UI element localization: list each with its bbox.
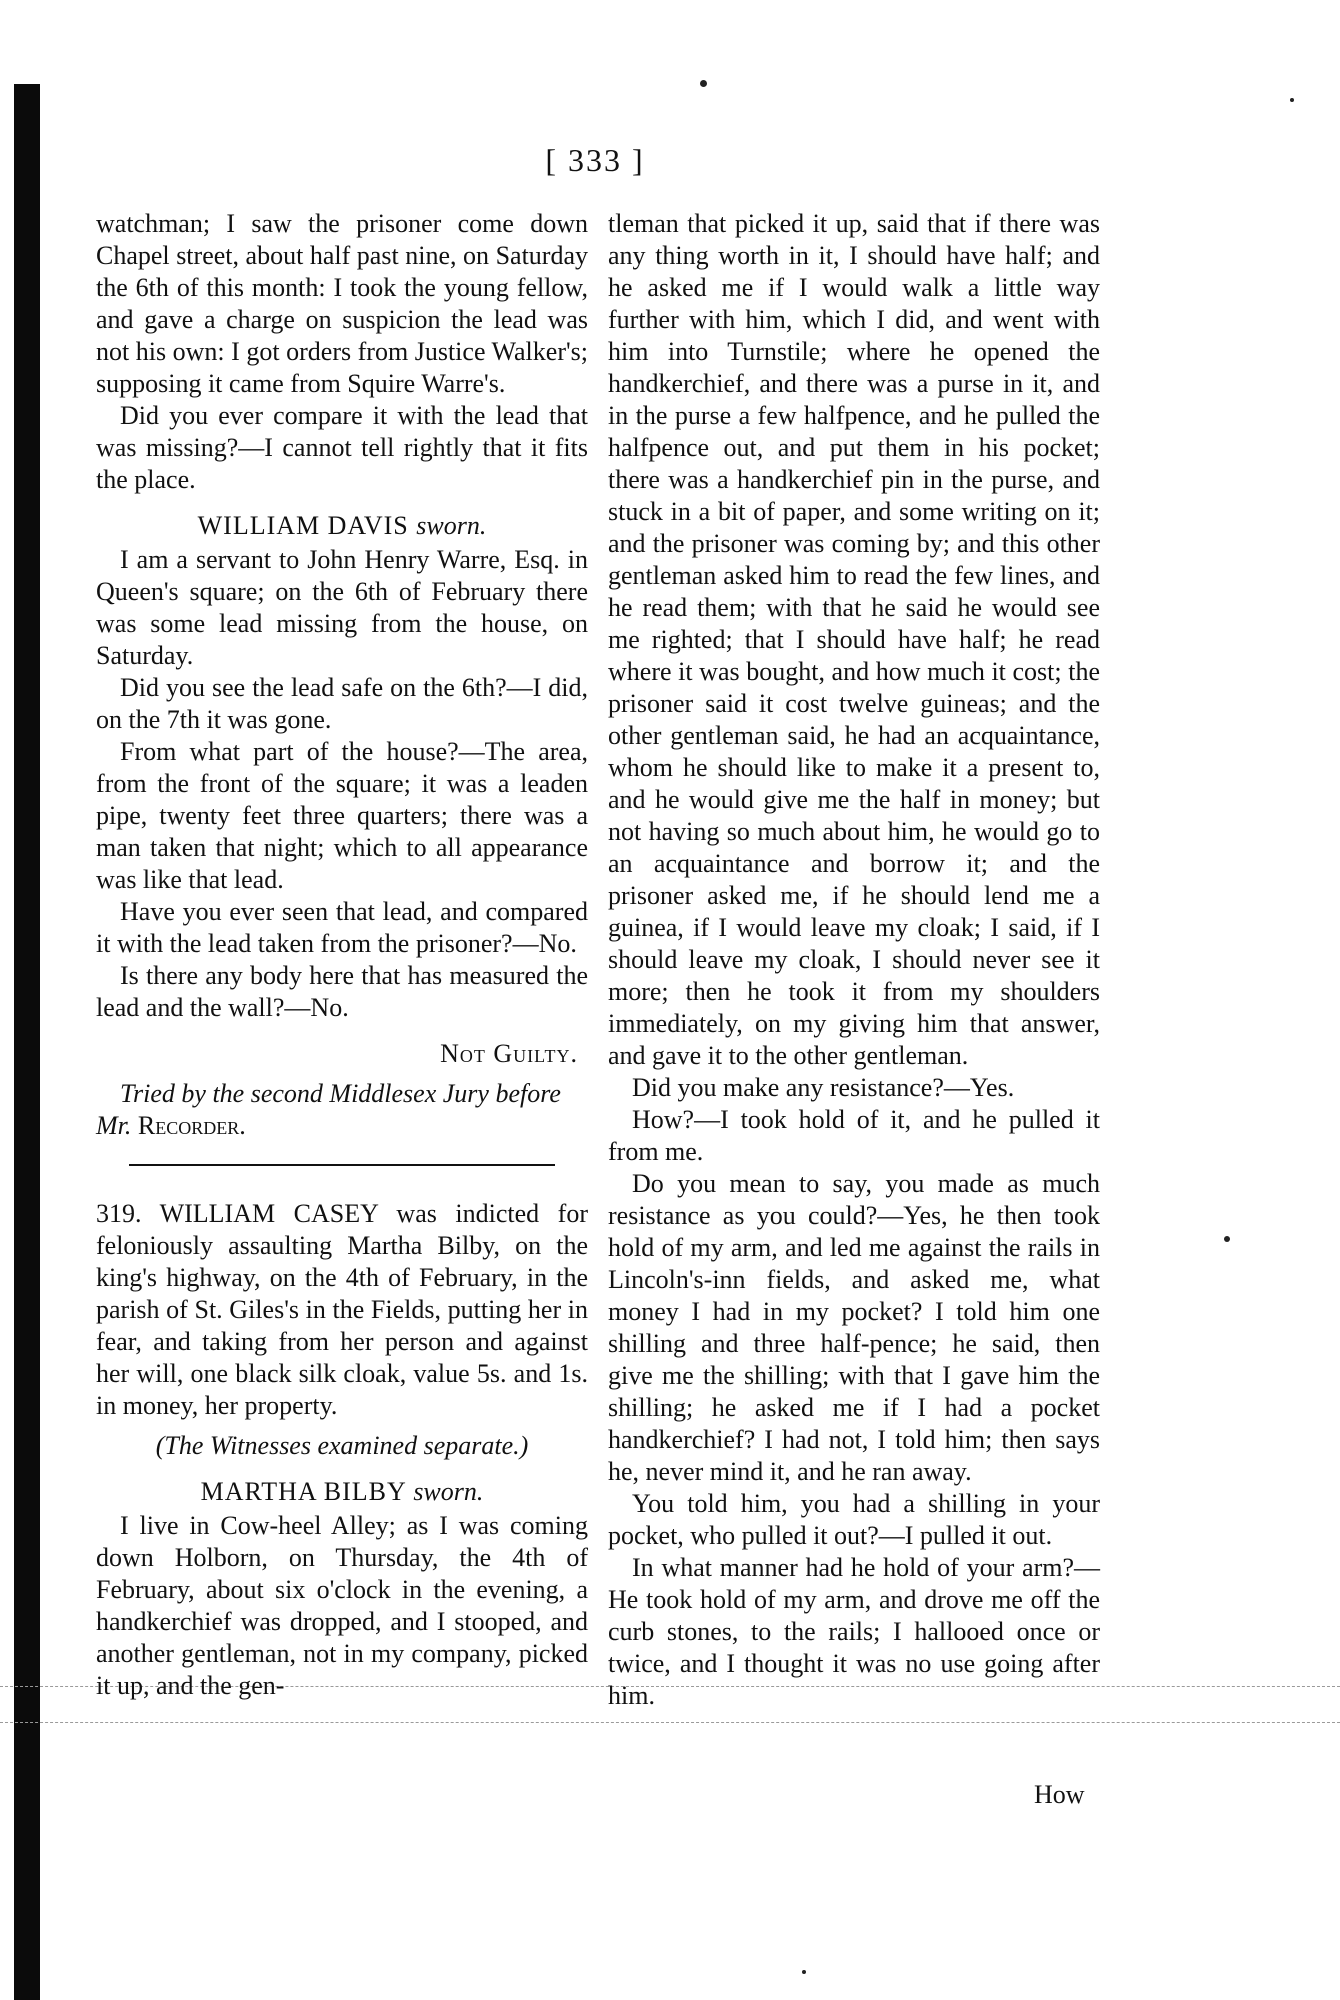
paragraph: tleman that picked it up, said that if there was any thing worth in it, I should have half; and he asked me if I would walk a little way further with him, which I did, and went with him into Turnstile; where he opened the handkerchief, and there was a purse in it, and in the purse a few halfpence, and he pulled the halfpence out, and put them in his pocket; there was a handkerchief pin in the purse, and stuck in a bit of paper, and some writing on it; and the prisoner was coming by; and this other gentleman asked him to read the few lines, and he read them; with that he said he would see me righted; that I should have half; he read where it was bought, and how much it cost; the prisoner said it cost twelve guineas; and the other gentleman said, he had an acquaintance, whom he should like to make it a present to, and he would give me the half in money; but not having so much about him, he would go to an acquaintance and borrow it; and the prisoner asked me, if he should lend me a guinea, if I would leave my cloak; I said, if I should leave my cloak, I should never see it more; then he took it from my shoulders immediately, on my giving him that answer, and gave it to the other gentleman. — [608, 209, 1100, 1070]
paragraph: I am a servant to John Henry Warre, Esq. in Queen's square; on the 6th of February there was some lead missing from the house, on Saturday. — [96, 545, 588, 670]
catchword: How — [1034, 1780, 1085, 1809]
paragraph: Did you see the lead safe on the 6th?—I did, on the 7th it was gone. — [96, 673, 588, 734]
paragraph: Did you ever compare it with the lead that was missing?—I cannot tell rightly that it fits the place. — [96, 401, 588, 494]
indictment-paragraph: 319. WILLIAM CASEY was indicted for feloniously assaulting Martha Bilby, on the king's highway, on the 4th of February, in the parish of St. Giles's in the Fields, putting her in fear, and taking from her person and against her will, one black silk cloak, value 5s. and 1s. in money, her property. — [96, 1199, 588, 1420]
sworn-label: sworn. — [413, 1477, 484, 1506]
section-divider — [129, 1164, 555, 1166]
ink-speck — [700, 80, 707, 87]
ink-speck — [1224, 1236, 1230, 1242]
tried-before-line — [96, 1078, 588, 1142]
tried-recorder: Recorder. — [137, 1111, 246, 1140]
sworn-label: sworn. — [416, 511, 487, 540]
witness-name: WILLIAM DAVIS — [197, 511, 409, 540]
paragraph: How?—I took hold of it, and he pulled it from me. — [608, 1105, 1100, 1166]
paragraph: watchman; I saw the prisoner come down Chapel street, about half past nine, on Saturday the 6th of this month: I took the young fellow, and gave a charge on suspicion the lead was not his own: I got orders from Justice Walker's; supposing it came from Squire Warre's. — [96, 209, 588, 398]
verdict: Not Guilty. — [440, 1039, 578, 1068]
paragraph: From what part of the house?—The area, from the front of the square; it was a leaden pipe, twenty feet three quarters; there was a man taken that night; which to all appearance was like that lead. — [96, 737, 588, 894]
ink-speck — [802, 1970, 806, 1974]
tried-text: Tried by the second Middlesex Jury before — [120, 1079, 561, 1108]
ink-speck — [1290, 98, 1294, 102]
paragraph: In what manner had he hold of your arm?—He took hold of my arm, and drove me off the curb stones, to the rails; I hallooed once or twice, and I thought it was no use going after him. — [608, 1553, 1100, 1710]
paragraph: I live in Cow-heel Alley; as I was coming down Holborn, on Thursday, the 4th of February, about six o'clock in the evening, a handkerchief was dropped, and I stooped, and another gentleman, not in my company, picked it up, and the gen- — [96, 1511, 588, 1700]
paragraph: Is there any body here that has measured the lead and the wall?—No. — [96, 961, 588, 1022]
right-column — [608, 208, 1100, 1712]
witnesses-note: (The Witnesses examined separate.) — [155, 1431, 529, 1460]
scan-artifact-line — [0, 1722, 1340, 1723]
paragraph: Did you make any resistance?—Yes. — [632, 1073, 1015, 1102]
page-number: [ 333 ] — [545, 142, 645, 178]
witness-heading — [96, 510, 588, 542]
paragraph: Do you mean to say, you made as much resistance as you could?—Yes, he then took hold of my arm, and led me against the rails in Lincoln's-inn fields, and asked me, what money I had in my pocket? I told him one shilling and three half-pence; he said, then give me the shilling; with that I gave him the shilling; he asked me if I had a pocket handkerchief? I had not, I told him; then says he, never mind it, and he ran away. — [608, 1169, 1100, 1486]
paragraph: You told him, you had a shilling in your pocket, who pulled it out?—I pulled it out. — [608, 1489, 1100, 1550]
witness-name: MARTHA BILBY — [200, 1477, 406, 1506]
book-spine-shadow — [14, 84, 40, 2000]
left-column — [96, 208, 588, 1702]
tried-title: Mr. — [96, 1111, 132, 1140]
witness-heading — [96, 1476, 588, 1508]
paragraph: Have you ever seen that lead, and compared it with the lead taken from the prisoner?—No. — [96, 897, 588, 958]
